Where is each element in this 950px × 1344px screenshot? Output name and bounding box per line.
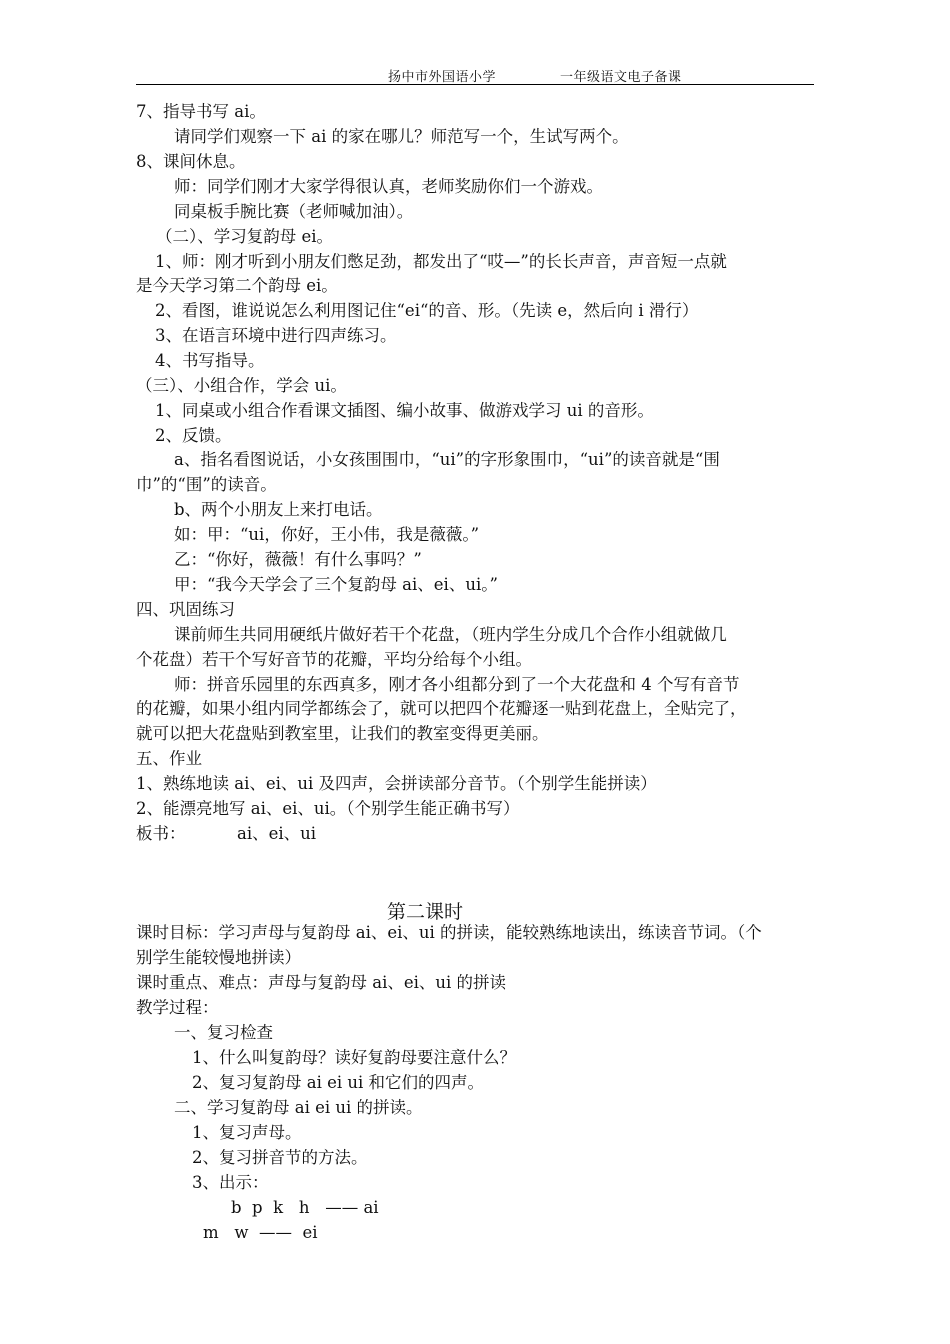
text-line: 教学过程： (136, 998, 219, 1017)
text-line: 1、同桌或小组合作看课文插图、编小故事、做游戏学习 ui 的音形。 (155, 401, 654, 420)
text-line: 2、能漂亮地写 ai、ei、ui。（个别学生能正确书写） (136, 799, 520, 818)
text-line: 个花盘）若干个写好音节的花瓣，平均分给每个小组。 (136, 650, 532, 669)
text-line: 乙：“你好，薇薇！有什么事吗？” (174, 550, 422, 569)
text-line: b p k h —— ai (231, 1198, 379, 1217)
text-line: 板书： (136, 824, 186, 843)
text-line: 请同学们观察一下 ai 的家在哪儿？师范写一个，生试写两个。 (174, 127, 629, 146)
page-header-school: 扬中市外国语小学 (388, 70, 497, 85)
text-line: 8、课间休息。 (136, 152, 246, 171)
text-line: 7、指导书写 ai。 (136, 102, 266, 121)
text-line: 一、复习检查 (174, 1023, 273, 1042)
text-line: a、指名看图说话，小女孩围围巾，“ui”的字形象围巾，“ui”的读音就是“围 (174, 450, 720, 469)
text-line: 1、熟练地读 ai、ei、ui 及四声，会拼读部分音节。（个别学生能拼读） (136, 774, 657, 793)
text-line: 课前师生共同用硬纸片做好若干个花盘，（班内学生分成几个合作小组就做几 (174, 625, 727, 644)
text-line: 巾”的“围”的读音。 (136, 475, 277, 494)
section-title: 第二课时 (387, 901, 464, 923)
header-rule (136, 84, 814, 85)
text-line: ai、ei、ui (237, 824, 317, 843)
text-line: 课时目标：学习声母与复韵母 ai、ei、ui 的拼读，能较熟练地读出，练读音节词。（个 (136, 923, 762, 942)
text-line: b、两个小朋友上来打电话。 (174, 500, 383, 519)
text-line: 的花瓣，如果小组内同学都练会了，就可以把四个花瓣逐一贴到花盘上，全贴完了， (136, 699, 747, 718)
text-line: 师：同学们刚才大家学得很认真，老师奖励你们一个游戏。 (174, 177, 603, 196)
text-line: 师：拼音乐园里的东西真多，刚才各小组都分到了一个大花盘和 4 个写有音节 (174, 675, 740, 694)
text-line: 五、作业 (136, 749, 202, 768)
text-line: 2、复习复韵母 ai ei ui 和它们的四声。 (192, 1073, 485, 1092)
text-line: 课时重点、难点：声母与复韵母 ai、ei、ui 的拼读 (136, 973, 507, 992)
text-line: m w —— ei (203, 1223, 318, 1242)
text-line: 甲：“我今天学会了三个复韵母 ai、ei、ui。” (174, 575, 498, 594)
text-line: 1、复习声母。 (192, 1123, 302, 1142)
text-line: 4、书写指导。 (155, 351, 265, 370)
text-line: 二、学习复韵母 ai ei ui 的拼读。 (174, 1098, 423, 1117)
text-line: 2、看图，谁说说怎么利用图记住“ei“的音、形。（先读 e，然后向 i 滑行） (155, 301, 699, 320)
text-line: 2、复习拼音节的方法。 (192, 1148, 368, 1167)
text-line: 别学生能较慢地拼读） (136, 948, 301, 967)
text-line: （三）、小组合作，学会 ui。 (136, 376, 347, 395)
text-line: 2、反馈。 (155, 426, 232, 445)
text-line: 3、出示： (192, 1173, 269, 1192)
text-line: 就可以把大花盘贴到教室里，让我们的教室变得更美丽。 (136, 724, 549, 743)
text-line: 3、在语言环境中进行四声练习。 (155, 326, 397, 345)
page-header-course: 一年级语文电子备课 (560, 70, 682, 85)
text-line: 1、师：刚才听到小朋友们憋足劲，都发出了“哎—”的长长声音，声音短一点就 (155, 252, 727, 271)
text-line: 四、巩固练习 (136, 600, 235, 619)
text-line: （二）、学习复韵母 ei。 (156, 227, 334, 246)
text-line: 1、什么叫复韵母？读好复韵母要注意什么？ (192, 1048, 516, 1067)
text-line: 如：甲：“ui，你好，王小伟，我是薇薇。” (174, 525, 480, 544)
text-line: 是今天学习第二个韵母 ei。 (136, 276, 338, 295)
text-line: 同桌板手腕比赛（老师喊加油）。 (174, 202, 414, 221)
